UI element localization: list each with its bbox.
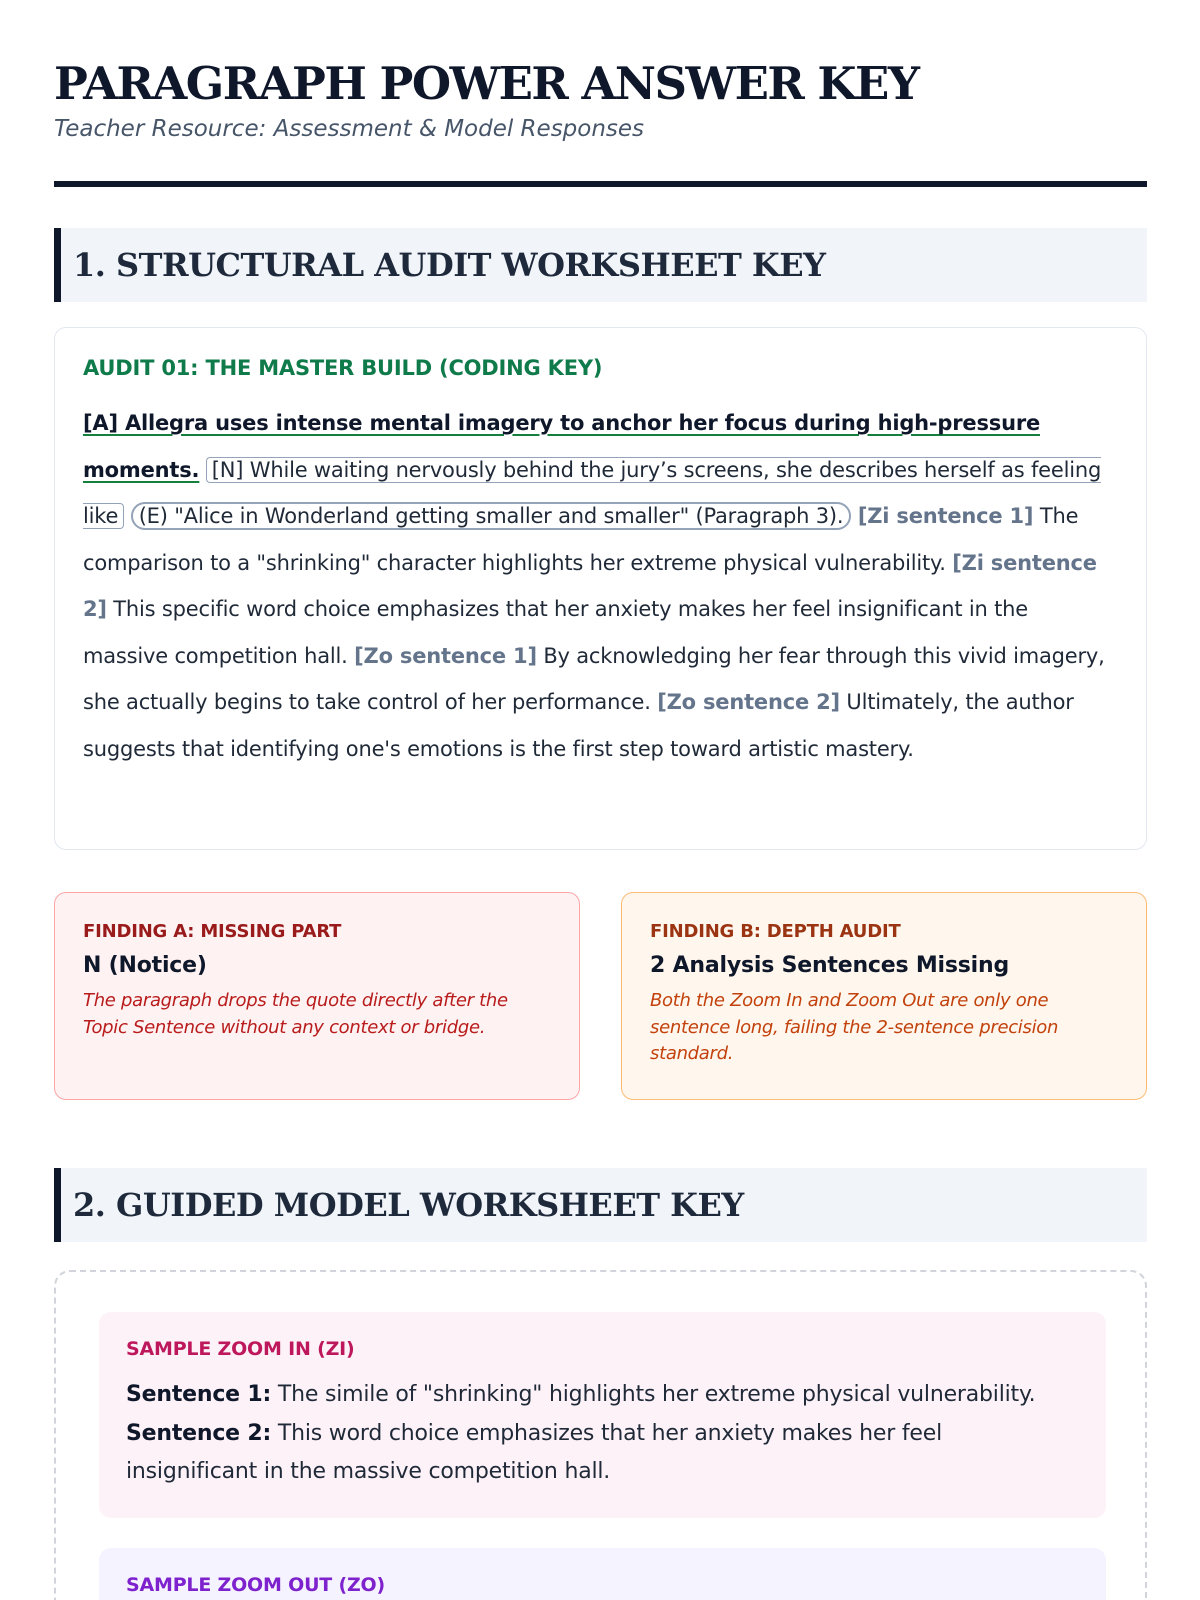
page-title: PARAGRAPH POWER ANSWER KEY [54, 57, 919, 110]
finding-b-description: Both the Zoom In and Zoom Out are only one sentence long, failing the 2-sentence precision standard. [650, 990, 1059, 1064]
finding-a-label: FINDING A: MISSING PART [83, 921, 342, 942]
page-header [54, 56, 1147, 142]
finding-a-card [54, 892, 580, 1100]
finding-b-title: 2 Analysis Sentences Missing [650, 953, 1009, 978]
sample-zoom-in-body [126, 1376, 1079, 1492]
sentence-2-text: This word choice emphasizes that her anxiety makes her feel insignificant in the massive competition hall. [126, 1420, 943, 1484]
claim-sentence: [A] Allegra uses intense mental imagery to anchor her focus during high-pressure moments. [83, 411, 1041, 482]
section-heading-guided-model [54, 1168, 1147, 1242]
sentence-2-label: Sentence 2: [126, 1420, 272, 1446]
zo2-tag: [Zo sentence 2] [657, 690, 840, 714]
notice-sentence: [N] While waiting nervously behind the jury’s screens, she describes herself as feeling like [83, 457, 1102, 528]
zo2-text: Ultimately, the author suggests that identifying one's emotions is the first step toward artistic mastery. [83, 690, 1074, 761]
evidence-quote: (E) "Alice in Wonderland getting smaller and smaller" (Paragraph 3). [131, 502, 852, 530]
sample-zoom-out-label: SAMPLE ZOOM OUT (ZO) [126, 1574, 385, 1596]
sample-zoom-in-label: SAMPLE ZOOM IN (ZI) [126, 1338, 355, 1360]
finding-b-card [621, 892, 1147, 1100]
finding-a-title: N (Notice) [83, 953, 207, 978]
zi1-text: The comparison to a "shrinking" character highlights her extreme physical vulnerability. [83, 504, 1079, 575]
zi1-tag: [Zi sentence 1] [857, 504, 1034, 528]
audit-paragraph [83, 400, 1118, 772]
section-heading-text: 2. GUIDED MODEL WORKSHEET KEY [73, 1186, 744, 1224]
sample-zoom-out [99, 1548, 1106, 1600]
audit-label: AUDIT 01: THE MASTER BUILD (CODING KEY) [83, 356, 603, 380]
zi2-tag: [Zi sentence 2] [83, 550, 1097, 621]
header-divider [54, 181, 1147, 187]
zo1-text: By acknowledging her fear through this vivid imagery, she actually begins to take control of her performance. [83, 643, 1105, 714]
sentence-1-label: Sentence 1: [126, 1382, 272, 1407]
section-heading-structural-audit [54, 228, 1147, 302]
sentence-1-text: The simile of "shrinking" highlights her extreme physical vulnerability. [277, 1382, 1036, 1407]
section-heading-text: 1. STRUCTURAL AUDIT WORKSHEET KEY [73, 246, 826, 284]
sample-zoom-in [99, 1312, 1106, 1518]
page-subtitle: Teacher Resource: Assessment & Model Responses [54, 116, 645, 142]
model-card [54, 1270, 1147, 1600]
finding-b-label: FINDING B: DEPTH AUDIT [650, 921, 901, 942]
zo1-tag: [Zo sentence 1] [354, 643, 537, 668]
zi2-text: This specific word choice emphasizes that her anxiety makes her feel insignificant in the massive competition hall. [83, 597, 1028, 668]
audit-card [54, 327, 1147, 850]
finding-a-description: The paragraph drops the quote directly after the Topic Sentence without any context or bridge. [83, 990, 508, 1038]
